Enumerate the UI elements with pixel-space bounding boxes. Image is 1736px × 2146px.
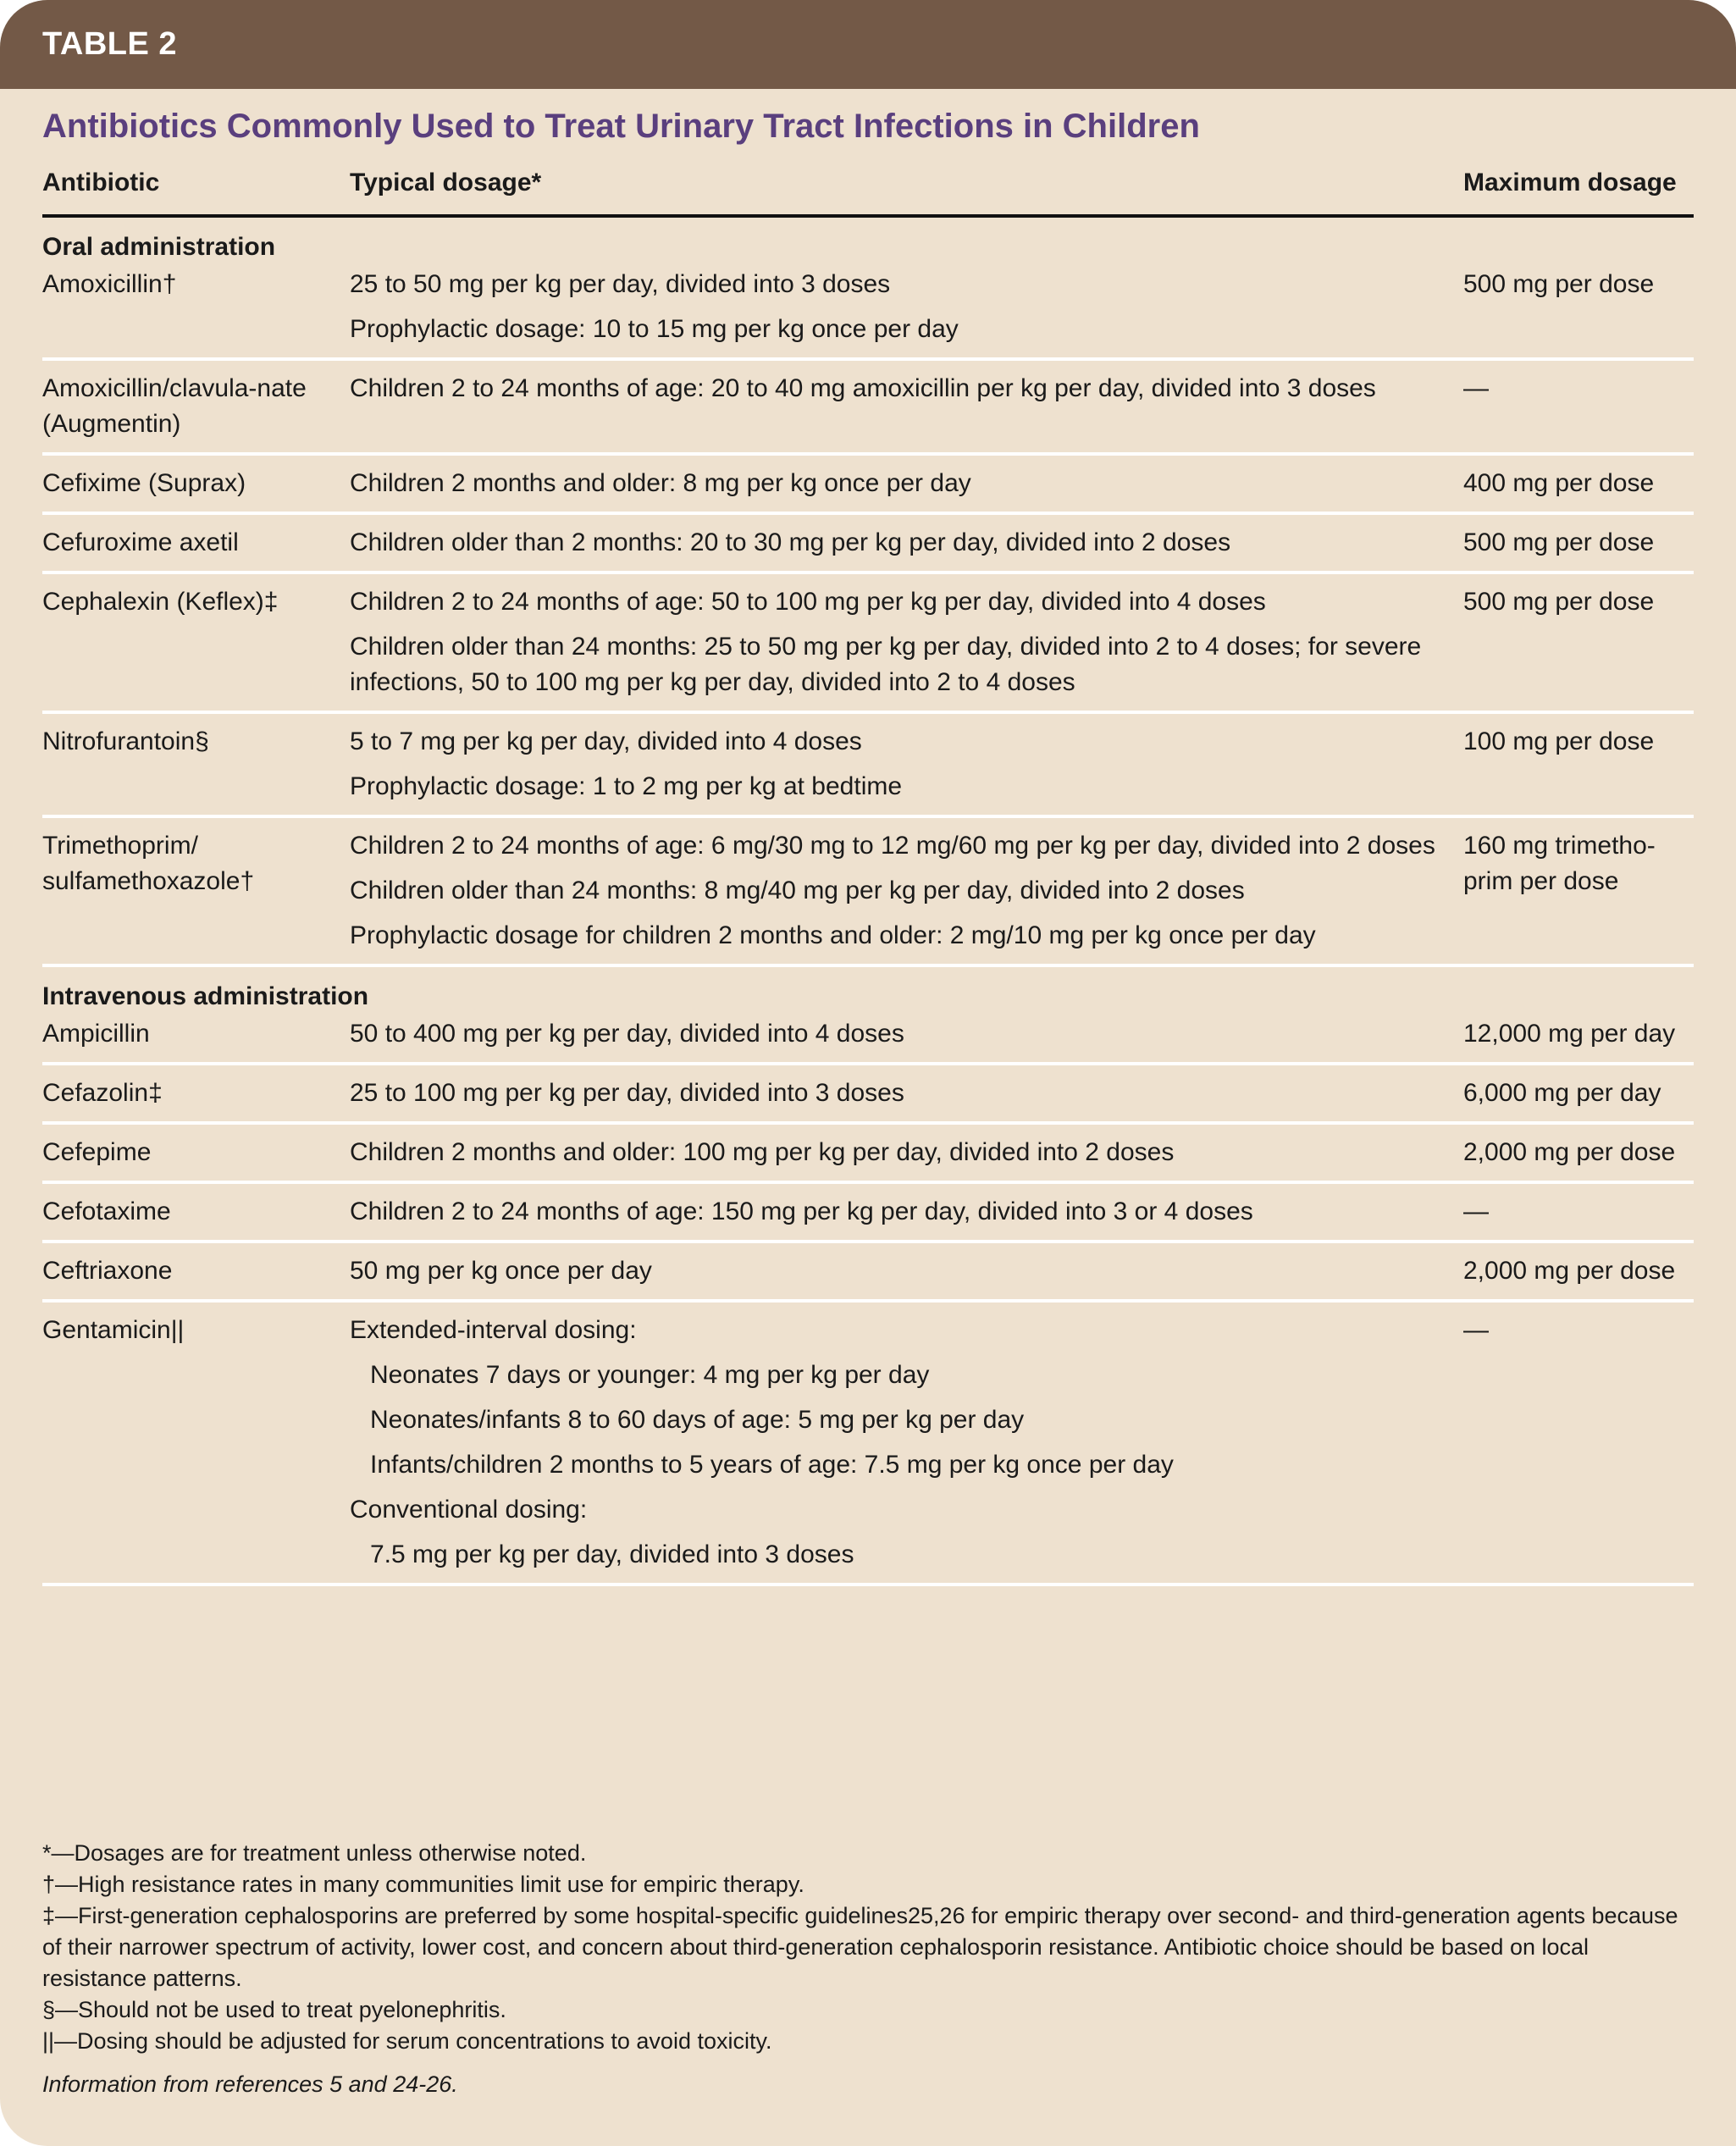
dosage-line: Children 2 months and older: 100 mg per kg per day, divided into 2 doses xyxy=(350,1138,1175,1166)
dosage-cell xyxy=(350,359,1463,454)
table-row xyxy=(42,454,1694,513)
table-row xyxy=(42,1182,1694,1242)
dosage-cell xyxy=(350,572,1463,712)
antibiotic-cell: Cefotaxime xyxy=(42,1182,350,1242)
header-row xyxy=(42,157,1694,216)
max-dosage-cell: 2,000 mg per dose xyxy=(1463,1123,1694,1182)
column-header-typical-dosage: Typical dosage* xyxy=(350,157,1463,216)
footnotes xyxy=(42,1838,1694,2100)
section-label: Oral administration xyxy=(42,233,276,261)
table-row xyxy=(42,712,1694,816)
footnote: *—Dosages are for treatment unless otherwise noted. xyxy=(42,1840,587,1866)
max-dosage-cell: 12,000 mg per day xyxy=(1463,1015,1694,1064)
max-dosage-cell: 500 mg per dose xyxy=(1463,513,1694,572)
dosage-cell xyxy=(350,1015,1463,1064)
dosage-cell xyxy=(350,265,1463,359)
table-row xyxy=(42,513,1694,572)
footnote: ||—Dosing should be adjusted for serum concentrations to avoid toxicity. xyxy=(42,2028,772,2054)
antibiotic-cell: Cephalexin (Keflex)‡ xyxy=(42,572,350,712)
dosage-cell xyxy=(350,1182,1463,1242)
dosage-cell xyxy=(350,1301,1463,1585)
max-dosage-cell: — xyxy=(1463,1182,1694,1242)
dosage-line: 25 to 100 mg per kg per day, divided into 3 doses xyxy=(350,1079,904,1107)
table-title: Antibiotics Commonly Used to Treat Urinary Tract Infections in Children xyxy=(42,108,1200,145)
section-row xyxy=(42,965,1694,1015)
footnote: §—Should not be used to treat pyelonephritis. xyxy=(42,1997,506,2022)
antibiotic-cell: Cefixime (Suprax) xyxy=(42,454,350,513)
antibiotic-cell: Ampicillin xyxy=(42,1015,350,1064)
dosage-line: Children older than 24 months: 25 to 50 mg per kg per day, divided into 2 to 4 doses; for severe infections, 50 to 100 mg per kg per day, divided into 2 to 4 doses xyxy=(350,633,1422,696)
antibiotic-cell: Cefuroxime axetil xyxy=(42,513,350,572)
max-dosage-cell: — xyxy=(1463,359,1694,454)
antibiotic-cell: Gentamicin|| xyxy=(42,1301,350,1585)
dosage-line: Children older than 24 months: 8 mg/40 mg per kg per day, divided into 2 doses xyxy=(350,877,1245,904)
max-dosage-cell: 400 mg per dose xyxy=(1463,454,1694,513)
antibiotics-table xyxy=(42,157,1694,1586)
section-label: Intravenous administration xyxy=(42,982,369,1010)
dosage-line: Children older than 2 months: 20 to 30 mg per kg per day, divided into 2 doses xyxy=(350,528,1231,556)
dosage-line: Children 2 to 24 months of age: 50 to 100 mg per kg per day, divided into 4 doses xyxy=(350,588,1266,616)
antibiotic-cell: Nitrofurantoin§ xyxy=(42,712,350,816)
dosage-line: Children 2 to 24 months of age: 6 mg/30 mg to 12 mg/60 mg per kg per day, divided into 2 doses xyxy=(350,832,1435,860)
antibiotic-cell: Amoxicillin† xyxy=(42,265,350,359)
table-row xyxy=(42,1242,1694,1301)
dosage-line: Extended-interval dosing: xyxy=(350,1316,637,1344)
max-dosage-cell: 500 mg per dose xyxy=(1463,572,1694,712)
table-row xyxy=(42,265,1694,359)
antibiotic-cell: Cefepime xyxy=(42,1123,350,1182)
dosage-cell xyxy=(350,1242,1463,1301)
source-note: Information from references 5 and 24-26. xyxy=(42,2071,458,2097)
footnote: ‡—First-generation cephalosporins are preferred by some hospital-specific guidelines25,26 for empiric therapy over second- and third-generation agents because of their narrower spectrum of activity, lower cost, and concern about third-generation cephalosporin resistance. Antibiotic choice should be based on local resistance patterns. xyxy=(42,1903,1678,1991)
table-label: TABLE 2 xyxy=(42,26,178,62)
antibiotic-cell: Trimethoprim/ sulfamethoxazole† xyxy=(42,816,350,965)
dosage-cell xyxy=(350,712,1463,816)
dosage-line: Infants/children 2 months to 5 years of age: 7.5 mg per kg once per day xyxy=(370,1451,1174,1479)
dosage-line: Prophylactic dosage: 10 to 15 mg per kg once per day xyxy=(350,315,959,343)
max-dosage-cell: — xyxy=(1463,1301,1694,1585)
dosage-cell xyxy=(350,1123,1463,1182)
dosage-line: Neonates 7 days or younger: 4 mg per kg per day xyxy=(370,1361,930,1389)
table-row xyxy=(42,572,1694,712)
max-dosage-cell: 160 mg trimetho-prim per dose xyxy=(1463,816,1694,965)
dosage-line: Children 2 to 24 months of age: 150 mg per kg per day, divided into 3 or 4 doses xyxy=(350,1197,1253,1225)
dosage-cell xyxy=(350,1064,1463,1123)
dosage-line: Children 2 months and older: 8 mg per kg once per day xyxy=(350,469,971,497)
dosage-line: 50 to 400 mg per kg per day, divided into 4 doses xyxy=(350,1020,904,1048)
footnote: †—High resistance rates in many communities limit use for empiric therapy. xyxy=(42,1872,804,1897)
antibiotic-cell: Cefazolin‡ xyxy=(42,1064,350,1123)
dosage-line: Prophylactic dosage: 1 to 2 mg per kg at bedtime xyxy=(350,772,903,800)
column-header-maximum-dosage: Maximum dosage xyxy=(1463,157,1694,216)
dosage-line: 25 to 50 mg per kg per day, divided into 3 doses xyxy=(350,270,891,298)
dosage-line: Prophylactic dosage for children 2 months and older: 2 mg/10 mg per kg once per day xyxy=(350,921,1316,949)
table-row xyxy=(42,1064,1694,1123)
dosage-line: 50 mg per kg once per day xyxy=(350,1257,652,1285)
max-dosage-cell: 500 mg per dose xyxy=(1463,265,1694,359)
table-row xyxy=(42,816,1694,965)
table-row xyxy=(42,1301,1694,1585)
table-row xyxy=(42,1015,1694,1064)
max-dosage-cell: 100 mg per dose xyxy=(1463,712,1694,816)
section-row xyxy=(42,216,1694,265)
dosage-cell xyxy=(350,513,1463,572)
dosage-cell xyxy=(350,816,1463,965)
dosage-cell xyxy=(350,454,1463,513)
table-row xyxy=(42,359,1694,454)
dosage-line: 5 to 7 mg per kg per day, divided into 4 doses xyxy=(350,727,862,755)
table-row xyxy=(42,1123,1694,1182)
antibiotic-cell: Amoxicillin/clavula-nate (Augmentin) xyxy=(42,359,350,454)
dosage-line: 7.5 mg per kg per day, divided into 3 doses xyxy=(370,1540,854,1568)
antibiotic-cell: Ceftriaxone xyxy=(42,1242,350,1301)
table-label-band xyxy=(0,0,1736,89)
column-header-antibiotic: Antibiotic xyxy=(42,157,350,216)
max-dosage-cell: 2,000 mg per dose xyxy=(1463,1242,1694,1301)
dosage-line: Children 2 to 24 months of age: 20 to 40 mg amoxicillin per kg per day, divided into 3 doses xyxy=(350,374,1376,402)
dosage-line: Neonates/infants 8 to 60 days of age: 5 mg per kg per day xyxy=(370,1406,1025,1434)
max-dosage-cell: 6,000 mg per day xyxy=(1463,1064,1694,1123)
dosage-line: Conventional dosing: xyxy=(350,1496,588,1524)
